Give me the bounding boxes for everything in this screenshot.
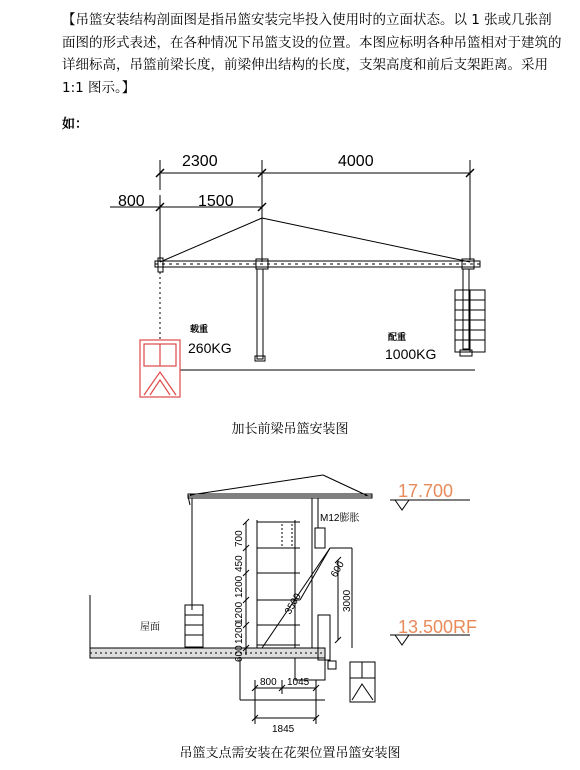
elevation-top: 17.700 bbox=[398, 481, 454, 501]
intro-paragraph: 【吊篮安装结构剖面图是指吊篮安装完毕投入使用时的立面状态。以 1 张或几张剖面图的形式表述，在各种情况下吊篮支设的位置。本图应标明各种吊篮相对于建筑的详细标高，吊篮前梁长度，前梁伸出结构的长度，支架高度和前后支架距离。采用 1:1 图示。】 bbox=[62, 12, 562, 96]
svg-text:450: 450 bbox=[234, 555, 245, 572]
gondola-red bbox=[140, 340, 180, 397]
roof-label: 屋面 bbox=[140, 622, 160, 633]
svg-text:800: 800 bbox=[260, 677, 277, 688]
figure1-caption: 加长前梁吊篮安装图 bbox=[231, 422, 349, 437]
label-counterweight-value: 1000KG bbox=[385, 346, 437, 362]
label-load: 载重 bbox=[190, 324, 209, 334]
svg-text:1200: 1200 bbox=[234, 601, 245, 624]
elevation-bottom: 13.500RF bbox=[398, 617, 478, 637]
figure-extended-beam bbox=[0, 140, 580, 415]
svg-text:1200: 1200 bbox=[234, 621, 245, 644]
svg-text:600: 600 bbox=[234, 645, 245, 662]
dim-4000: 4000 bbox=[338, 153, 374, 170]
label-load-value: 260KG bbox=[188, 340, 232, 356]
svg-text:3000: 3000 bbox=[342, 589, 353, 612]
svg-text:700: 700 bbox=[234, 530, 245, 547]
svg-text:1200: 1200 bbox=[234, 575, 245, 598]
dim-800: 800 bbox=[118, 193, 145, 210]
label-counterweight: 配重 bbox=[388, 332, 407, 342]
figure2-caption: 吊篮支点需安装在花架位置吊篮安装图 bbox=[179, 746, 401, 761]
dim-1500: 1500 bbox=[198, 193, 234, 210]
svg-text:600: 600 bbox=[329, 559, 347, 580]
dim-2300: 2300 bbox=[182, 153, 218, 170]
svg-text:1045: 1045 bbox=[287, 677, 310, 688]
example-label: 如： bbox=[62, 117, 89, 132]
anchor-label: M12膨胀 bbox=[320, 513, 360, 524]
figure-flower-rack bbox=[0, 470, 580, 740]
svg-text:1845: 1845 bbox=[272, 724, 295, 735]
svg-text:3500: 3500 bbox=[283, 591, 304, 617]
